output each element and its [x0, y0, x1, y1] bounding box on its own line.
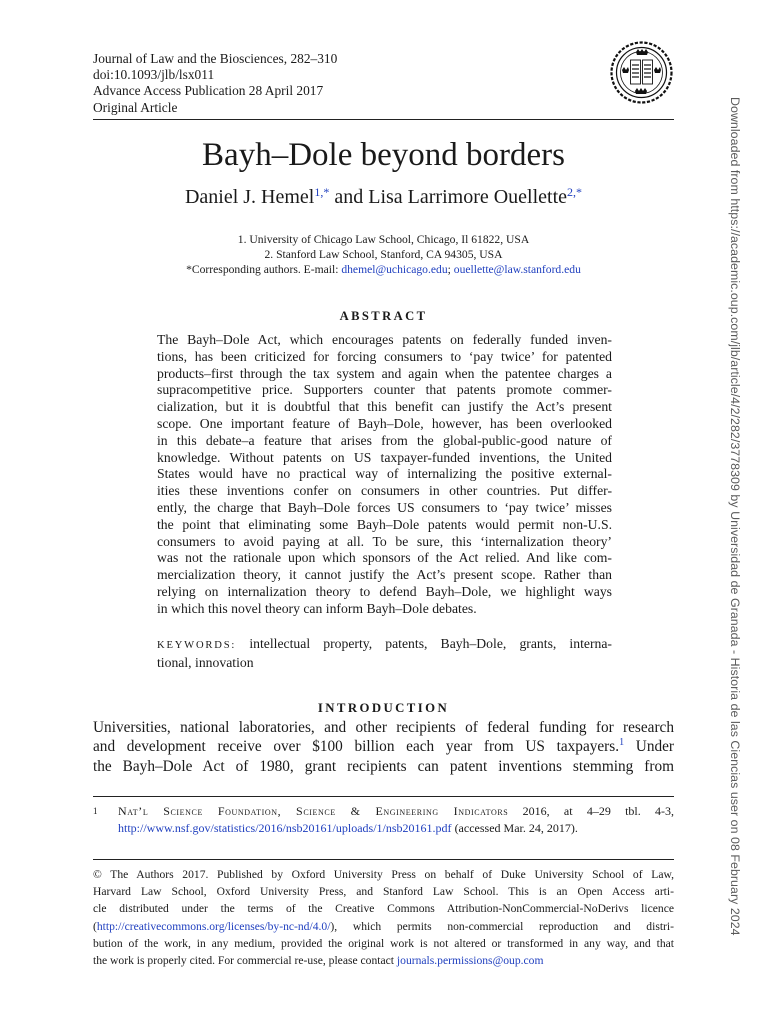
copyright-line: Harvard Law School, Oxford University Press, and Stanford Law School. This is an Open Access arti- — [93, 885, 674, 899]
footnote-number: 1 — [93, 806, 98, 816]
email-link[interactable]: ouellette@law.stanford.edu — [453, 263, 581, 277]
keywords-label: KEYWORDS: — [157, 640, 237, 651]
copyright-line-text: ), which permits non-commercial reproduction and distri- — [330, 919, 674, 933]
abstract-line: States would have no practical way of internalizing the positive external- — [157, 466, 612, 482]
introduction-text — [93, 718, 674, 776]
publication-date: Advance Access Publication 28 April 2017 — [93, 83, 324, 99]
author-line — [93, 185, 674, 209]
copyright-notice — [93, 866, 674, 969]
keywords — [157, 636, 612, 672]
abstract-line: was not the rationale upon which sponsors of the Act relied. And like com- — [157, 550, 612, 566]
footnote-divider — [93, 796, 674, 797]
affiliations — [93, 232, 674, 278]
copyright-divider — [93, 859, 674, 860]
keywords-list-continued: tional, innovation — [157, 654, 254, 670]
abstract-line: cialization, but it is doubtful that this benefit can justify the Act’s present — [157, 399, 612, 415]
author-name[interactable]: Lisa Larrimore Ouellette — [368, 186, 568, 208]
author-affiliation-marker[interactable]: 1,* — [314, 185, 330, 199]
abstract-line: ities these inventions confer on consumers in other countries. Put differ- — [157, 483, 612, 499]
abstract-line: mercialization theory, it cannot justify the Act’s present scope. Rather than — [157, 567, 612, 583]
download-notice-sidebar: Downloaded from https://academic.oup.com/jlb/article/4/2/282/3778309 by Universidad de Granada - Historia de las Ciencias user on 08 February 2024 — [728, 97, 742, 936]
intro-line: the Bayh–Dole Act of 1980, grant recipients can patent inventions stemming from — [93, 757, 674, 775]
copyright-line — [93, 952, 674, 969]
header-divider — [93, 119, 674, 120]
article-title: Bayh–Dole beyond borders — [202, 137, 565, 173]
abstract-line: consumers to avoid paying at all. To be sure, this ‘internalization theory’ — [157, 533, 612, 549]
doi: doi:10.1093/jlb/lsx011 — [93, 67, 215, 83]
intro-line — [93, 737, 674, 756]
abstract-line: The Bayh–Dole Act, which encourages patents on federally funded inven- — [157, 332, 612, 347]
corresponding-authors — [93, 262, 674, 277]
abstract-line: tions, has been criticized for forcing consumers to ‘pay twice’ for patented — [157, 348, 612, 364]
author-affiliation-marker[interactable]: 2,* — [567, 185, 583, 199]
paren: ( — [93, 919, 97, 933]
footnote-ref[interactable]: 1 — [619, 737, 625, 749]
abstract-line: relying on internalization theory to defend Bayh–Dole, we highlight ways — [157, 583, 612, 599]
introduction-heading: INTRODUCTION — [317, 701, 450, 715]
copyright-line — [93, 918, 674, 935]
abstract-line: scope. One important feature of Bayh–Dole, however, has been overlooked — [157, 415, 612, 431]
affiliation-2: 2. Stanford Law School, Stanford, CA 94305, USA — [264, 248, 503, 262]
journal-citation: Journal of Law and the Biosciences, 282–310 — [93, 51, 338, 66]
abstract-line: supracompetitive price. Supporters counter that patents promote commer- — [157, 382, 612, 398]
footnote-accessed: (accessed Mar. 24, 2017). — [454, 821, 578, 835]
footnote-citation-detail: 2016, at 4–29 tbl. 4-3, — [522, 804, 675, 818]
intro-line: Universities, national laboratories, and other recipients of federal funding for research — [93, 719, 674, 736]
affiliation-1: 1. University of Chicago Law School, Chicago, Il 61822, USA — [237, 233, 530, 246]
abstract-line: knowledge. Without patents on US taxpayer-funded inventions, the United — [157, 449, 612, 465]
keywords-list: intellectual property, patents, Bayh–Dole, grants, interna- — [249, 636, 612, 651]
email-link[interactable]: dhemel@uchicago.edu — [341, 263, 448, 277]
journal-metadata — [93, 51, 423, 116]
footnote-url-link[interactable]: http://www.nsf.gov/statistics/2016/nsb20161/uploads/1/nsb20161.pdf — [118, 821, 452, 835]
licence-link[interactable]: http://creativecommons.org/licenses/by-nc-nd/4.0/ — [96, 919, 331, 933]
copyright-line: cle distributed under the terms of the Creative Commons Attribution-NonCommercial-NoDerivs licence — [93, 902, 674, 916]
copyright-line-text: the work is properly cited. For commercial re-use, please contact — [93, 954, 395, 968]
abstract-line: ently, the charge that Bayh–Dole forces US consumers to ‘pay twice’ misses — [157, 499, 612, 515]
abstract-line: in which this novel theory can inform Bayh–Dole debates. — [157, 600, 477, 616]
author-name[interactable]: Daniel J. Hemel — [184, 186, 315, 208]
abstract-heading: ABSTRACT — [339, 309, 428, 323]
article-type: Original Article — [93, 99, 178, 115]
seal-logo-icon — [609, 40, 674, 105]
footnote-text — [118, 803, 674, 837]
copyright-line: © The Authors 2017. Published by Oxford University Press on behalf of Duke University School of Law, — [93, 868, 674, 881]
intro-line-text: and development receive over $100 billion each year from US taxpayers. — [93, 738, 620, 756]
permissions-email-link[interactable]: journals.permissions@oup.com — [396, 954, 544, 968]
footnote-citation: Nat’l Science Foundation, Science & Engineering Indicators — [118, 804, 509, 818]
abstract-line: in this debate–a feature that arises from the global-public-good nature of — [157, 432, 612, 448]
email-separator: ; — [447, 263, 451, 277]
author-conjunction: and — [334, 186, 364, 208]
abstract-text — [157, 332, 612, 618]
abstract-line: products–first through the tax system and again when the patentee charges a — [157, 365, 612, 381]
corresponding-label: *Corresponding authors. E-mail: — [186, 263, 339, 277]
abstract-line: the point that eliminating some Bayh–Dole patents would permit non-U.S. — [157, 516, 612, 532]
intro-line-text: Under — [635, 738, 674, 756]
copyright-line: bution of the work, in any medium, provided the original work is not altered or transformed in any way, and that — [93, 936, 674, 950]
